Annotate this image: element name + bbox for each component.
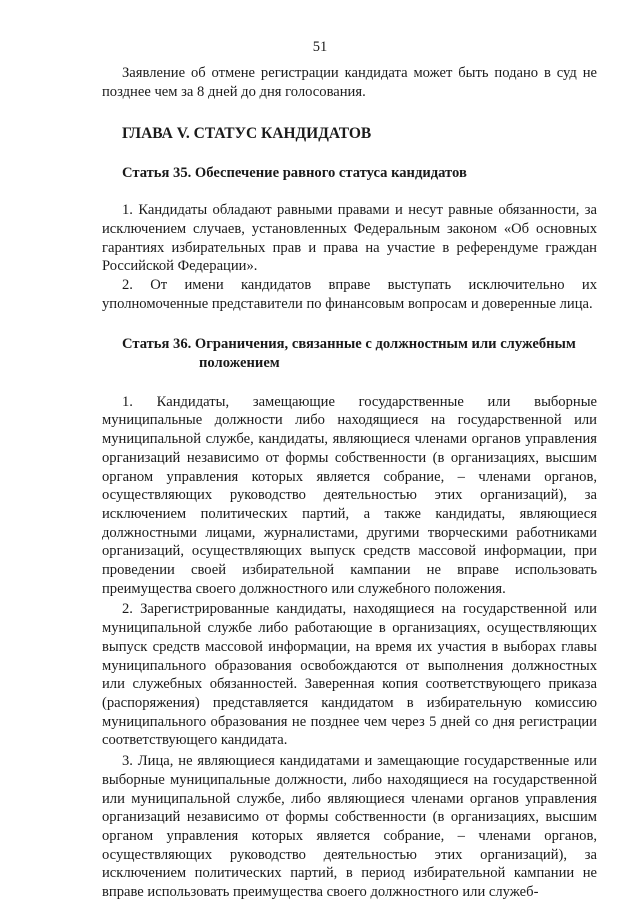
document-body	[102, 64, 597, 902]
article-36-body	[102, 393, 597, 902]
article-36-paragraph-3: 3. Лица, не являющиеся кандидатами и замещающие государственные или выборные муниципальные должности, либо находящиеся на государственной или муниципальной службе, либо являющиеся членами органов управления организаций независимо от формы собственности (в организациях, высшим органом управления которых является собрание, – членами органов, осуществляющих руководство деятельностью этих организаций), за исключением политических партий, в период избирательной кампании не вправе использовать преимущества своего должностного или служеб-	[102, 753, 597, 901]
article-36-title	[102, 335, 597, 372]
intro-paragraph: Заявление об отмене регистрации кандидата может быть подано в суд не позднее чем за 8 дней до дня голосования.	[102, 65, 597, 100]
chapter-title: ГЛАВА V. СТАТУС КАНДИДАТОВ	[122, 125, 372, 143]
article-35-title: Статья 35. Обеспечение равного статуса кандидатов	[122, 165, 467, 182]
article-35-body	[102, 201, 597, 313]
article-36-title-line-2: положением	[199, 355, 280, 372]
article-35-paragraph-2: 2. От имени кандидатов вправе выступать исключительно их уполномоченные представители по финансовым вопросам и доверенные лица.	[102, 276, 597, 312]
article-36-paragraph-1: 1. Кандидаты, замещающие государственные или выборные муниципальные должности либо находящиеся на государственной или муниципальной службе, кандидаты, являющиеся членами органов управления организаций независимо от формы собственности (в организациях, высшим органом управления которых является собрание, – членами органов, осуществляющих руководство деятельностью этих организаций), за исключением политических партий, а также кандидаты, являющиеся должностными лицами, журналистами, другими творческими работниками организаций, осуществляющих выпуск средств массовой информации, при проведении своей избирательной кампании не вправе использовать преимущества своего должностного или служебного положения.	[102, 393, 597, 597]
article-35-paragraph-1: 1. Кандидаты обладают равными правами и несут равные обязанности, за исключением случаев, установленных Федеральным законом «Об основных гарантиях избирательных прав и права на участие в референдуме граждан Российской Федерации».	[102, 202, 597, 275]
page-number: 51	[312, 39, 328, 55]
article-36-paragraph-2: 2. Зарегистрированные кандидаты, находящиеся на государственной или муниципальной службе либо работающие в организациях, осуществляющих выпуск средств массовой информации, на время их участия в выборах главы муниципального образования освобождаются от выполнения должностных или служебных обязанностей. Заверенная копия соответствующего приказа (распоряжения) представляется кандидатом в избирательную комиссию муниципального образования не позднее чем через 5 дней со дня регистрации соответствующего кандидата.	[102, 601, 597, 749]
article-36-title-line-1: Статья 36. Ограничения, связанные с должностным или служебным	[122, 336, 576, 353]
